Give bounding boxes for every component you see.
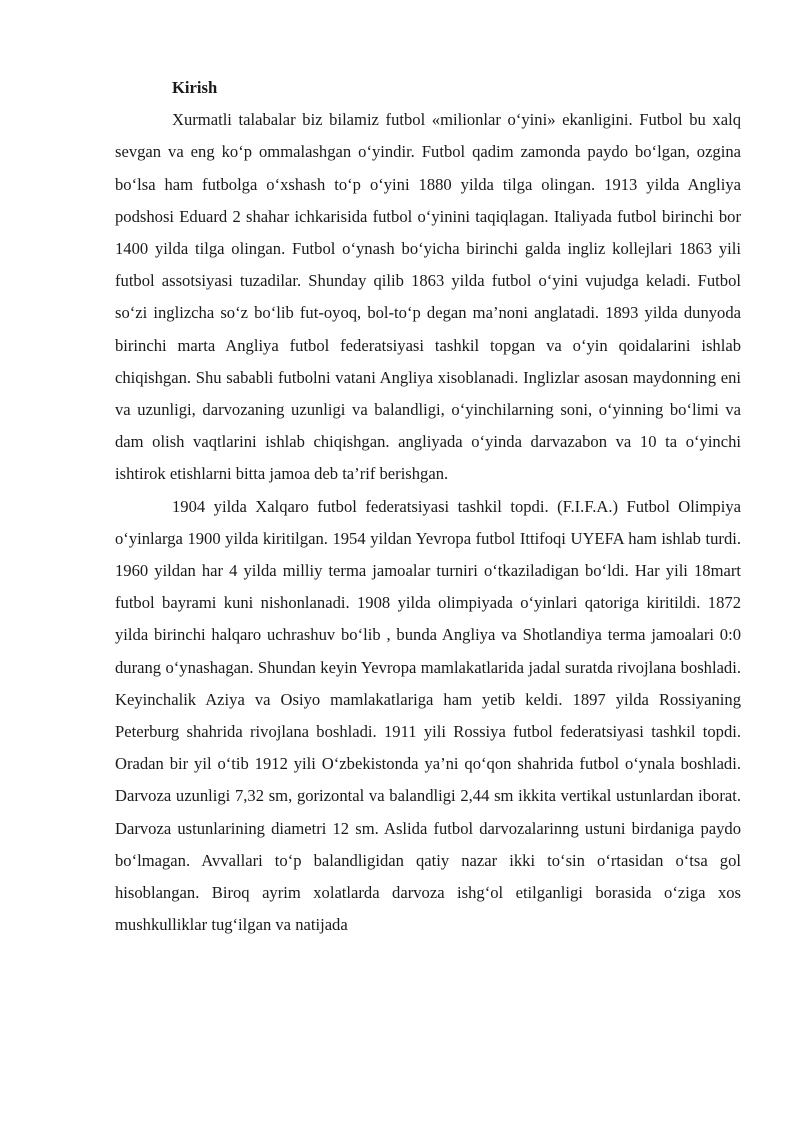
document-body — [115, 72, 741, 941]
section-heading: Kirish — [172, 78, 218, 97]
paragraph-history: 1904 yilda Xalqaro futbol federatsiyasi tashkil topdi. (F.I.F.A.) Futbol Olimpiya o‘yinlarga 1900 yilda kiritilgan. 1954 yildan Yevropa futbol Ittifoqi UYEFA ham ishlab turdi. 1960 yildan har 4 yilda milliy terma jamoalar turniri o‘tkaziladigan bo‘ldi. Har yili 18mart futbol bayrami kuni nishonlanadi. 1908 yilda olimpiyada o‘yinlari qatoriga kiritildi. 1872 yilda birinchi halqaro uchrashuv bo‘lib , bunda Angliya va Shotlandiya terma jamoalari 0:0 durang o‘ynashagan. Shundan keyin Yevropa mamlakatlarida jadal suratda rivojlana boshladi. Keyinchalik Aziya va Osiyo mamlakatlariga ham yetib keldi. 1897 yilda Rossiyaning Peterburg shahrida rivojlana boshladi. 1911 yili Rossiya futbol federatsiyasi tashkil topdi. Oradan bir yil o‘tib 1912 yili O‘zbekistonda ya’ni qo‘qon shahrida futbol o‘ynala boshladi. Darvoza uzunligi 7,32 sm, gorizontal va balandligi 2,44 sm ikkita vertikal ustunlardan iborat. Darvoza ustunlarining diametri 12 sm. Aslida futbol darvozalarinng ustuni birdaniga paydo bo‘lmagan. Avvallari to‘p balandligidan qatiy nazar ikki to‘sin o‘rtasidan o‘tsa gol hisoblangan. Biroq ayrim xolatlarda darvoza ishg‘ol etilganligi borasida o‘ziga xos mushkulliklar tug‘ilgan va natijada — [115, 496, 741, 935]
paragraph-intro: Xurmatli talabalar biz bilamiz futbol «milionlar o‘yini» ekanligini. Futbol bu xalq sevgan va eng ko‘p ommalashgan o‘yindir. Futbol qadim zamonda paydo bo‘lgan, ozgina bo‘lsa ham futbolga o‘xshash to‘p o‘yini 1880 yilda tilga olingan. 1913 yilda Angliya podshosi Eduard 2 shahar ichkarisida futbol o‘yinini taqiqlagan. Italiyada futbol birinchi bor 1400 yilda tilga olingan. Futbol o‘ynash bo‘yicha birinchi galda ingliz kollejlari 1863 yili futbol assotsiyasi tuzadilar. Shunday qilib 1863 yilda futbol o‘yini vujudga keladi. Futbol so‘zi inglizcha so‘z bo‘lib fut-oyoq, bol-to‘p degan ma’noni anglatadi. 1893 yilda dunyoda birinchi marta Angliya futbol federatsiyasi tashkil topgan va o‘yin qoidalarini ishlab chiqishgan. Shu sababli futbolni vatani Angliya xisoblanadi. Inglizlar asosan maydonning eni va uzunligi, darvozaning uzunligi va balandligi, o‘yinchilarning soni, o‘yinning bo‘limi va dam olish vaqtlarini ishlab chiqishgan. angliyada o‘yinda darvazabon va 10 ta o‘yinchi ishtirok etishlarni bitta jamoa deb ta’rif berishgan. — [115, 110, 741, 484]
